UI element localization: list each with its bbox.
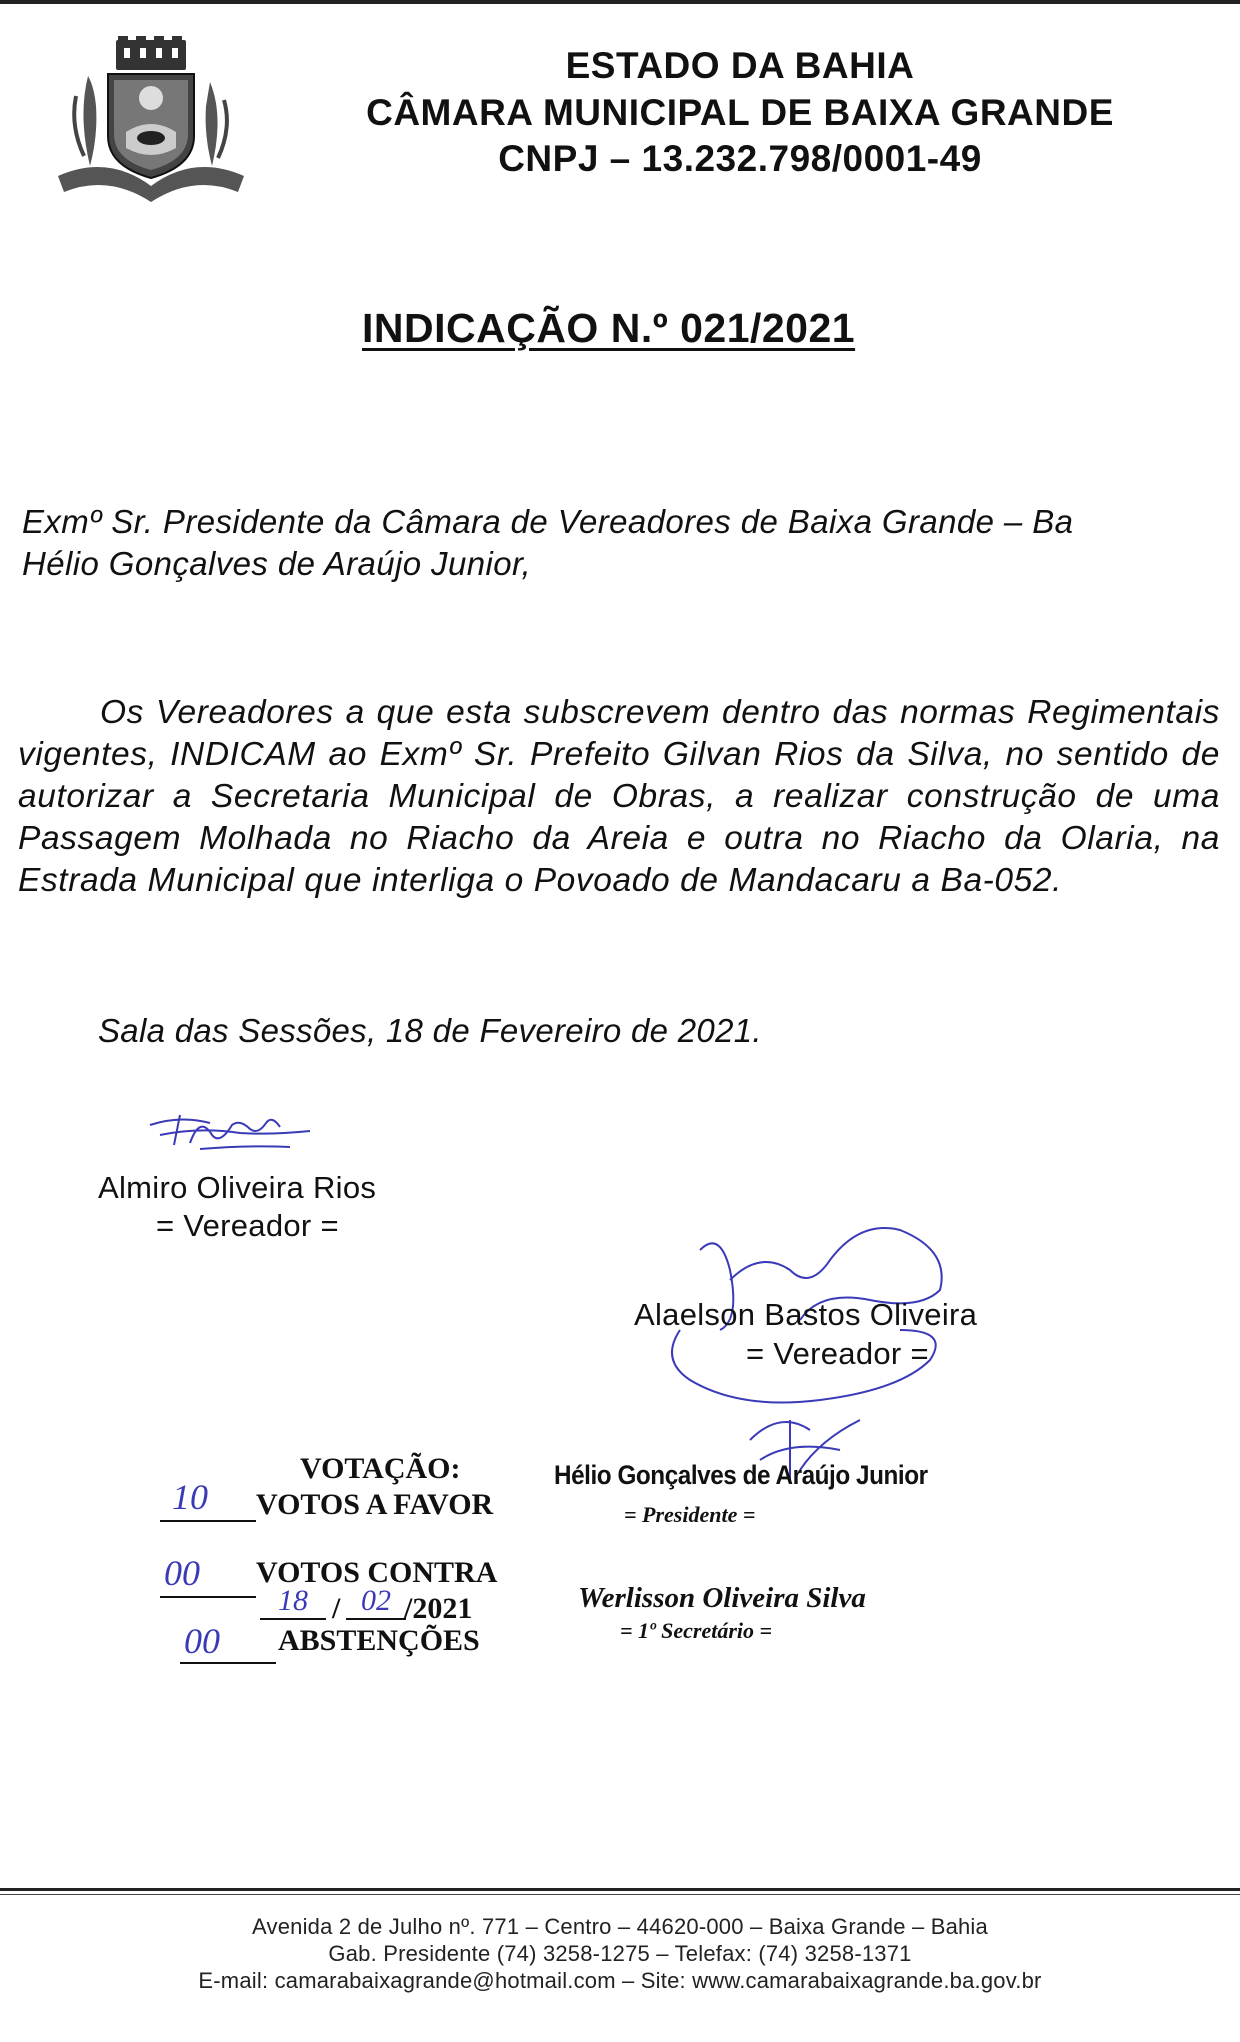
header-chamber: CÂMARA MUNICIPAL DE BAIXA GRANDE [366, 92, 1114, 133]
secretary-role: = 1º Secretário = [620, 1618, 773, 1643]
session-date: Sala das Sessões, 18 de Fevereiro de 2021. [98, 1012, 762, 1049]
signatory-1-role: = Vereador = [156, 1208, 339, 1243]
top-border [0, 0, 1240, 4]
favor-count: 10 [172, 1477, 208, 1517]
contra-count-field [160, 1553, 256, 1598]
footer-phones: Gab. Presidente (74) 3258-1275 – Telefax: (74) 3258-1371 [328, 1941, 912, 1966]
signatory-2-name: Alaelson Bastos Oliveira [634, 1297, 978, 1332]
voting-title: VOTAÇÃO: [300, 1452, 461, 1485]
voting-date-year: /2021 [404, 1592, 473, 1625]
header-cnpj: CNPJ – 13.232.798/0001-49 [498, 138, 982, 179]
voting-date-month: 02 [346, 1584, 406, 1620]
body-text: Os Vereadores a que esta subscrevem dentro das normas Regimentais vigentes, INDICAM ao Exmº Sr. Prefeito Gilvan Rios da Silva, no sentido de autorizar a Secretaria Municipal de Obras, a realizar construção de uma Passagem Molhada no Riacho da Areia e outra no Riacho da Olaria, na Estrada Municipal que interliga o Povoado de Mandacaru a Ba-052. [18, 694, 1220, 899]
abstention-label: ABSTENÇÕES [278, 1624, 480, 1657]
addressee-line-2: Hélio Gonçalves de Araújo Junior, [22, 545, 532, 582]
addressee-line-1: Exmº Sr. Presidente da Câmara de Vereadores de Baixa Grande – Ba [22, 503, 1074, 540]
contra-count: 00 [164, 1553, 200, 1593]
favor-count-field [160, 1477, 256, 1522]
footer-divider-thin [0, 1894, 1240, 1895]
footer-divider [0, 1888, 1240, 1891]
president-role: = Presidente = [624, 1502, 756, 1527]
voting-date-sep: / [332, 1592, 341, 1625]
contra-label: VOTOS CONTRA [256, 1556, 498, 1589]
signature-almiro [140, 1105, 320, 1155]
footer-contacts: E-mail: camarabaixagrande@hotmail.com – Site: www.camarabaixagrande.ba.gov.br [198, 1968, 1042, 1993]
voting-date [260, 1584, 486, 1626]
document-title: INDICAÇÃO N.º 021/2021 [362, 305, 856, 351]
coat-of-arms-icon [48, 36, 248, 206]
favor-label: VOTOS A FAVOR [256, 1488, 494, 1521]
signatory-2-role: = Vereador = [746, 1336, 929, 1371]
signatory-1-name: Almiro Oliveira Rios [98, 1170, 377, 1205]
voting-date-day: 18 [260, 1584, 326, 1620]
header-state: ESTADO DA BAHIA [565, 45, 915, 86]
president-name: Hélio Gonçalves de Araújo Junior [554, 1460, 928, 1490]
body-paragraph [18, 692, 1220, 902]
abstention-count: 00 [184, 1621, 220, 1661]
abstention-count-field [180, 1622, 276, 1664]
footer-address: Avenida 2 de Julho nº. 771 – Centro – 44620-000 – Baixa Grande – Bahia [252, 1914, 988, 1939]
secretary-name: Werlisson Oliveira Silva [578, 1582, 866, 1614]
